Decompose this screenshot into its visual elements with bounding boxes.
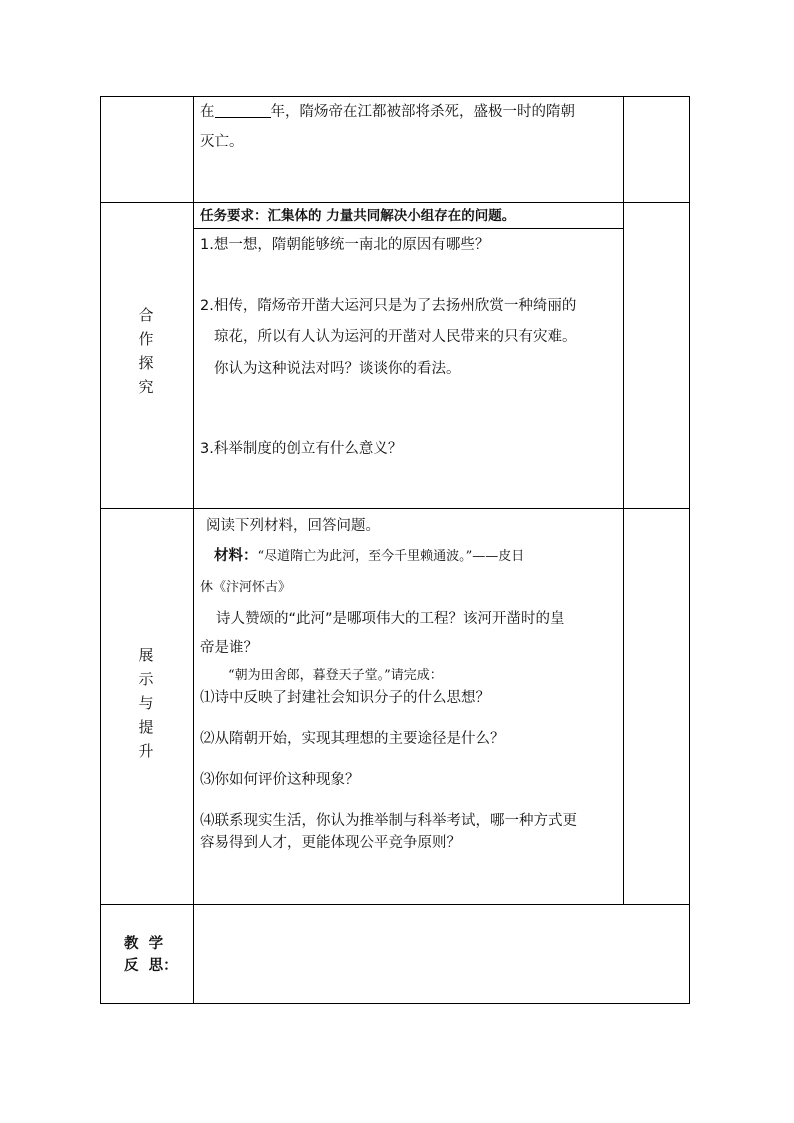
poem-question-line2: 帝是谁？ [200, 640, 258, 656]
showcase-label [100, 643, 192, 763]
task-requirement: 任务要求：汇集体的 力量共同解决小组存在的问题。 [200, 208, 516, 224]
material-line [214, 547, 524, 566]
sub-question-2: ⑵从隋朝开始，实现其理想的主要途径是什么？ [200, 731, 505, 747]
inquiry-label-char: 究 [138, 378, 154, 396]
question-3: 3.科举制度的创立有什么意义？ [200, 441, 403, 457]
reflection-label-line2: 反 思： [124, 958, 178, 974]
showcase-label-char: 展 [138, 646, 154, 664]
showcase-label-char: 与 [138, 694, 154, 712]
row-divider-3 [100, 904, 690, 905]
row1-line1 [200, 103, 575, 121]
sub-question-3: ⑶你如何评价这种现象？ [200, 772, 360, 788]
poem-question-line1: 诗人赞颂的“此河”是哪项伟大的工程？该河开凿时的皇 [216, 611, 565, 627]
inquiry-label-char: 合 [138, 306, 154, 324]
material-quote: “尽道隋亡为此河，至今千里赖通波。”——皮日 [257, 549, 525, 564]
row-divider-2 [100, 508, 690, 509]
col-divider-1 [193, 96, 194, 1004]
showcase-label-char: 提 [138, 718, 154, 736]
poem-quote: “朝为田舍郎，暮登天子堂。”请完成： [228, 668, 443, 683]
col-divider-2 [623, 96, 624, 904]
question-2-line1: 2.相传，隋炀帝开凿大运河只是为了去扬州欣赏一种绮丽的 [200, 298, 577, 314]
row1-prefix: 在 [200, 104, 215, 120]
question-2-line3: 你认为这种说法对吗？谈谈你的看法。 [214, 361, 461, 377]
material-label: 材料： [214, 548, 258, 564]
row1-line1-text: 年，隋炀帝在江都被部将杀死，盛极一时的隋朝 [270, 104, 575, 120]
material-source: 休《汴河怀古》 [200, 580, 292, 595]
inquiry-label [100, 303, 192, 399]
row-divider-1 [100, 202, 690, 203]
question-2-line2: 琼花，所以有人认为运河的开凿对人民带来的只有灾难。 [214, 329, 577, 345]
inquiry-label-char: 探 [138, 354, 154, 372]
reading-intro: 阅读下列材料，回答问题。 [206, 518, 380, 534]
reflection-label-line1: 教 学 [124, 936, 164, 952]
showcase-label-char: 示 [138, 670, 154, 688]
sub-question-4-line2: 容易得到人才，更能体现公平竞争原则？ [200, 835, 461, 851]
task-divider [193, 228, 623, 229]
row1-line2: 灭亡。 [200, 134, 244, 150]
sub-question-1: ⑴诗中反映了封建社会知识分子的什么思想？ [200, 690, 490, 706]
sub-question-4-line1: ⑷联系现实生活，你认为推举制与科举考试，哪一种方式更 [200, 813, 577, 829]
answer-blank[interactable] [215, 103, 271, 118]
showcase-label-char: 升 [138, 742, 154, 760]
question-1: 1.想一想，隋朝能够统一南北的原因有哪些？ [200, 237, 490, 253]
inquiry-label-char: 作 [138, 330, 154, 348]
